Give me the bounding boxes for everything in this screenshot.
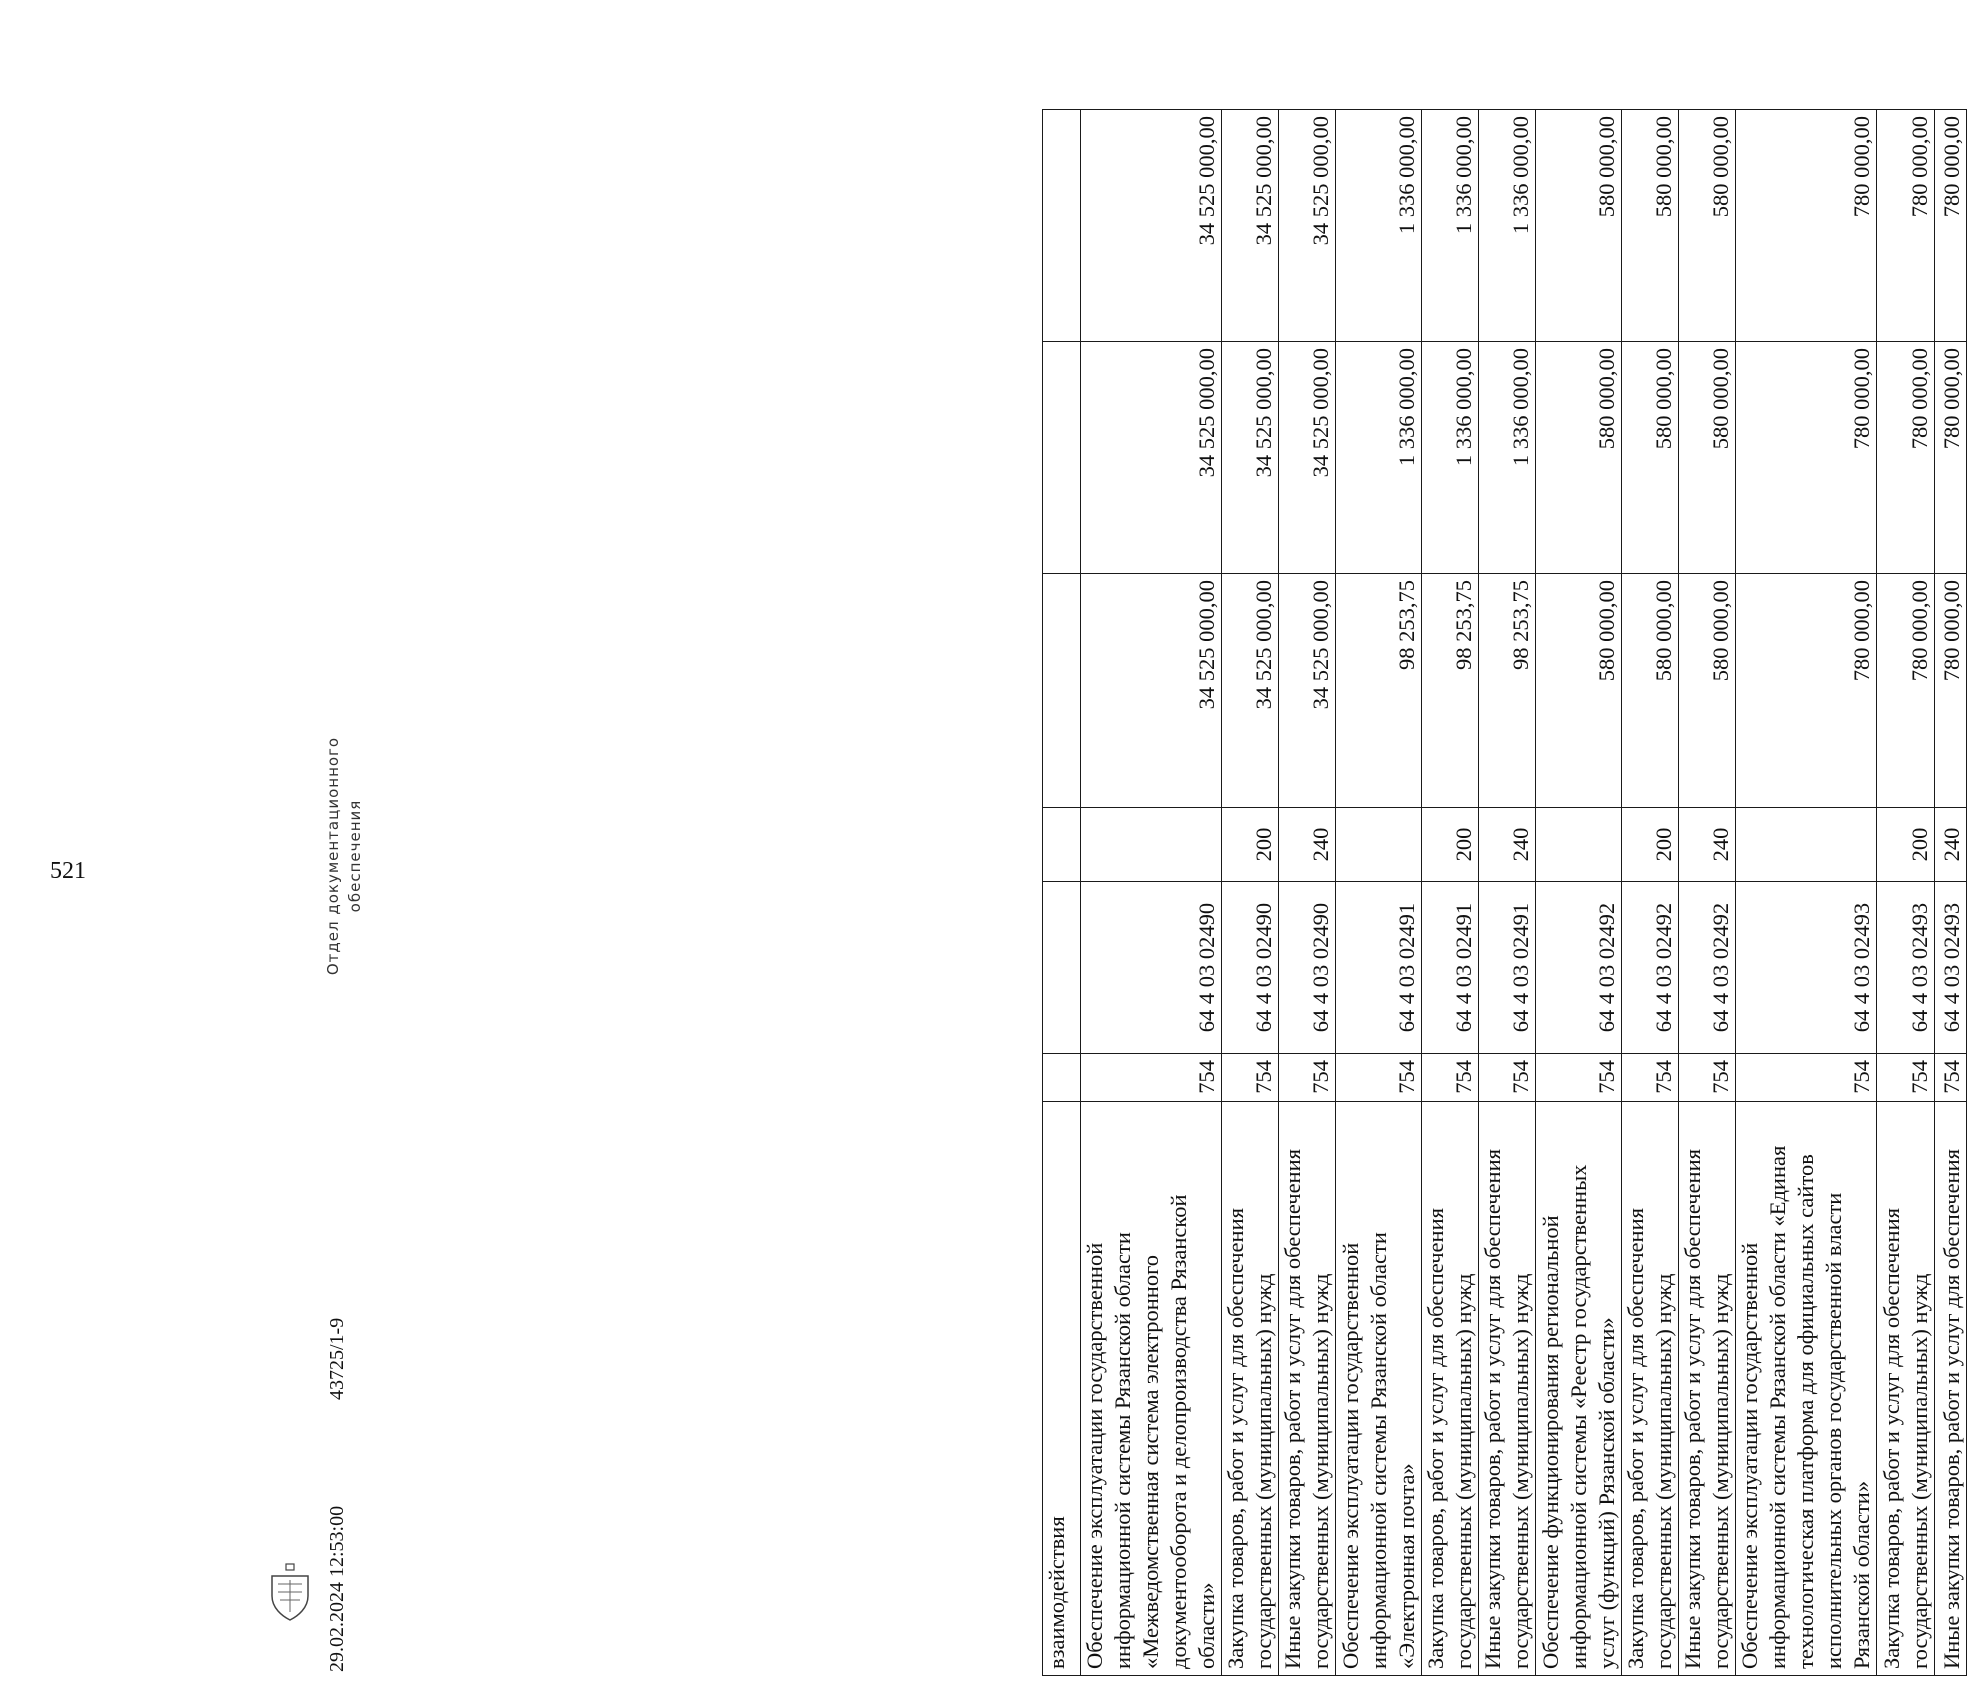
row-sum-3: 34 525 000,00 bbox=[1081, 110, 1222, 342]
row-sum-2: 780 000,00 bbox=[1877, 342, 1935, 574]
row-name: Закупка товаров, работ и услуг для обеспечения государственных (муниципальных) нужд bbox=[1877, 1102, 1935, 1676]
row-sum-2: 34 525 000,00 bbox=[1222, 342, 1279, 574]
row-target-article: 64 4 03 02491 bbox=[1336, 882, 1422, 1054]
row-expense-type: 200 bbox=[1222, 808, 1279, 882]
row-expense-type: 240 bbox=[1279, 808, 1336, 882]
stamp-line-1: Отдел документационного bbox=[324, 736, 342, 976]
table-row bbox=[1736, 110, 1877, 1676]
row-target-article: 64 4 03 02490 bbox=[1222, 882, 1279, 1054]
table-row bbox=[1679, 110, 1736, 1676]
row-sum-3: 780 000,00 bbox=[1877, 110, 1935, 342]
row-sum-1: 580 000,00 bbox=[1622, 574, 1679, 808]
row-target-article: 64 4 03 02492 bbox=[1679, 882, 1736, 1054]
row-code: 754 bbox=[1935, 1054, 1967, 1102]
row-target-article: 64 4 03 02493 bbox=[1877, 882, 1935, 1054]
stamp-line-2: обеспечения bbox=[346, 799, 364, 913]
row-code: 754 bbox=[1679, 1054, 1736, 1102]
row-sum-3: 34 525 000,00 bbox=[1222, 110, 1279, 342]
row-code: 754 bbox=[1081, 1054, 1222, 1102]
budget-table bbox=[1042, 109, 1967, 1676]
row-code: 754 bbox=[1279, 1054, 1336, 1102]
row-expense-type bbox=[1336, 808, 1422, 882]
budget-table-container bbox=[1042, 110, 1964, 1676]
row-name: взаимодействия bbox=[1043, 1102, 1081, 1676]
row-code: 754 bbox=[1222, 1054, 1279, 1102]
row-expense-type bbox=[1081, 808, 1222, 882]
row-expense-type: 240 bbox=[1935, 808, 1967, 882]
row-expense-type bbox=[1043, 808, 1081, 882]
row-name: Закупка товаров, работ и услуг для обеспечения государственных (муниципальных) нужд bbox=[1222, 1102, 1279, 1676]
row-sum-3: 580 000,00 bbox=[1679, 110, 1736, 342]
row-name: Иные закупки товаров, работ и услуг для обеспечения государственных (муниципальных) нужд bbox=[1479, 1102, 1536, 1676]
table-row bbox=[1222, 110, 1279, 1676]
department-stamp bbox=[322, 706, 382, 1006]
row-target-article: 64 4 03 02492 bbox=[1536, 882, 1622, 1054]
table-row bbox=[1935, 110, 1967, 1676]
row-target-article: 64 4 03 02493 bbox=[1736, 882, 1877, 1054]
row-expense-type: 200 bbox=[1877, 808, 1935, 882]
row-expense-type: 240 bbox=[1479, 808, 1536, 882]
coat-of-arms-icon bbox=[264, 1562, 316, 1624]
row-name: Закупка товаров, работ и услуг для обеспечения государственных (муниципальных) нужд bbox=[1622, 1102, 1679, 1676]
row-sum-1: 780 000,00 bbox=[1736, 574, 1877, 808]
row-sum-1: 580 000,00 bbox=[1679, 574, 1736, 808]
table-row bbox=[1043, 110, 1081, 1676]
row-code: 754 bbox=[1622, 1054, 1679, 1102]
row-name: Иные закупки товаров, работ и услуг для обеспечения государственных (муниципальных) нужд bbox=[1279, 1102, 1336, 1676]
row-code: 754 bbox=[1877, 1054, 1935, 1102]
row-sum-2: 580 000,00 bbox=[1622, 342, 1679, 574]
row-target-article: 64 4 03 02490 bbox=[1081, 882, 1222, 1054]
row-sum-3: 780 000,00 bbox=[1736, 110, 1877, 342]
row-name: Обеспечение эксплуатации государственной информационной системы Рязанской области «Единая технологическая платформа для официальных сайтов исполнительных органов государственной власти Рязанской области» bbox=[1736, 1102, 1877, 1676]
table-row bbox=[1422, 110, 1479, 1676]
row-sum-2: 780 000,00 bbox=[1736, 342, 1877, 574]
row-sum-3: 34 525 000,00 bbox=[1279, 110, 1336, 342]
row-code: 754 bbox=[1479, 1054, 1536, 1102]
row-sum-2: 1 336 000,00 bbox=[1422, 342, 1479, 574]
table-row bbox=[1279, 110, 1336, 1676]
row-sum-2: 580 000,00 bbox=[1536, 342, 1622, 574]
row-sum-3: 580 000,00 bbox=[1536, 110, 1622, 342]
table-row bbox=[1081, 110, 1222, 1676]
row-sum-2: 34 525 000,00 bbox=[1279, 342, 1336, 574]
row-name: Иные закупки товаров, работ и услуг для обеспечения государственных (муниципальных) нужд bbox=[1679, 1102, 1736, 1676]
footer-document-number: 43725/1-9 bbox=[326, 1317, 348, 1400]
footer-datetime: 29.02.2024 12:53:00 bbox=[326, 1505, 348, 1672]
row-expense-type: 240 bbox=[1679, 808, 1736, 882]
row-sum-3 bbox=[1043, 110, 1081, 342]
row-expense-type: 200 bbox=[1422, 808, 1479, 882]
row-sum-3: 1 336 000,00 bbox=[1479, 110, 1536, 342]
row-code bbox=[1043, 1054, 1081, 1102]
row-sum-3: 780 000,00 bbox=[1935, 110, 1967, 342]
row-sum-1: 34 525 000,00 bbox=[1222, 574, 1279, 808]
row-expense-type bbox=[1736, 808, 1877, 882]
row-code: 754 bbox=[1422, 1054, 1479, 1102]
row-name: Обеспечение эксплуатации государственной информационной системы Рязанской области «Межведомственная система электронного документооборота и делопроизводства Рязанской области» bbox=[1081, 1102, 1222, 1676]
table-row bbox=[1877, 110, 1935, 1676]
page-number: 521 bbox=[50, 858, 86, 884]
table-row bbox=[1479, 110, 1536, 1676]
row-target-article: 64 4 03 02492 bbox=[1622, 882, 1679, 1054]
row-target-article bbox=[1043, 882, 1081, 1054]
row-target-article: 64 4 03 02491 bbox=[1422, 882, 1479, 1054]
row-name: Обеспечение эксплуатации государственной информационной системы Рязанской области «Электронная почта» bbox=[1336, 1102, 1422, 1676]
row-expense-type: 200 bbox=[1622, 808, 1679, 882]
row-sum-2: 580 000,00 bbox=[1679, 342, 1736, 574]
row-sum-3: 580 000,00 bbox=[1622, 110, 1679, 342]
row-sum-1: 34 525 000,00 bbox=[1279, 574, 1336, 808]
row-target-article: 64 4 03 02493 bbox=[1935, 882, 1967, 1054]
row-sum-1: 780 000,00 bbox=[1877, 574, 1935, 808]
row-sum-1: 98 253,75 bbox=[1422, 574, 1479, 808]
table-row bbox=[1622, 110, 1679, 1676]
row-sum-1 bbox=[1043, 574, 1081, 808]
row-sum-2: 1 336 000,00 bbox=[1479, 342, 1536, 574]
row-name: Иные закупки товаров, работ и услуг для обеспечения bbox=[1935, 1102, 1967, 1676]
row-sum-1: 98 253,75 bbox=[1336, 574, 1422, 808]
row-code: 754 bbox=[1536, 1054, 1622, 1102]
row-name: Закупка товаров, работ и услуг для обеспечения государственных (муниципальных) нужд bbox=[1422, 1102, 1479, 1676]
row-sum-2: 780 000,00 bbox=[1935, 342, 1967, 574]
row-sum-2: 1 336 000,00 bbox=[1336, 342, 1422, 574]
row-code: 754 bbox=[1336, 1054, 1422, 1102]
row-code: 754 bbox=[1736, 1054, 1877, 1102]
row-sum-3: 1 336 000,00 bbox=[1422, 110, 1479, 342]
row-sum-1: 580 000,00 bbox=[1536, 574, 1622, 808]
table-row bbox=[1336, 110, 1422, 1676]
row-sum-1: 98 253,75 bbox=[1479, 574, 1536, 808]
row-target-article: 64 4 03 02490 bbox=[1279, 882, 1336, 1054]
row-name: Обеспечение функционирования региональной информационной системы «Реестр государственных услуг (функций) Рязанской области» bbox=[1536, 1102, 1622, 1676]
row-sum-3: 1 336 000,00 bbox=[1336, 110, 1422, 342]
row-expense-type bbox=[1536, 808, 1622, 882]
table-row bbox=[1536, 110, 1622, 1676]
row-sum-1: 780 000,00 bbox=[1935, 574, 1967, 808]
row-target-article: 64 4 03 02491 bbox=[1479, 882, 1536, 1054]
row-sum-1: 34 525 000,00 bbox=[1081, 574, 1222, 808]
row-sum-2 bbox=[1043, 342, 1081, 574]
row-sum-2: 34 525 000,00 bbox=[1081, 342, 1222, 574]
